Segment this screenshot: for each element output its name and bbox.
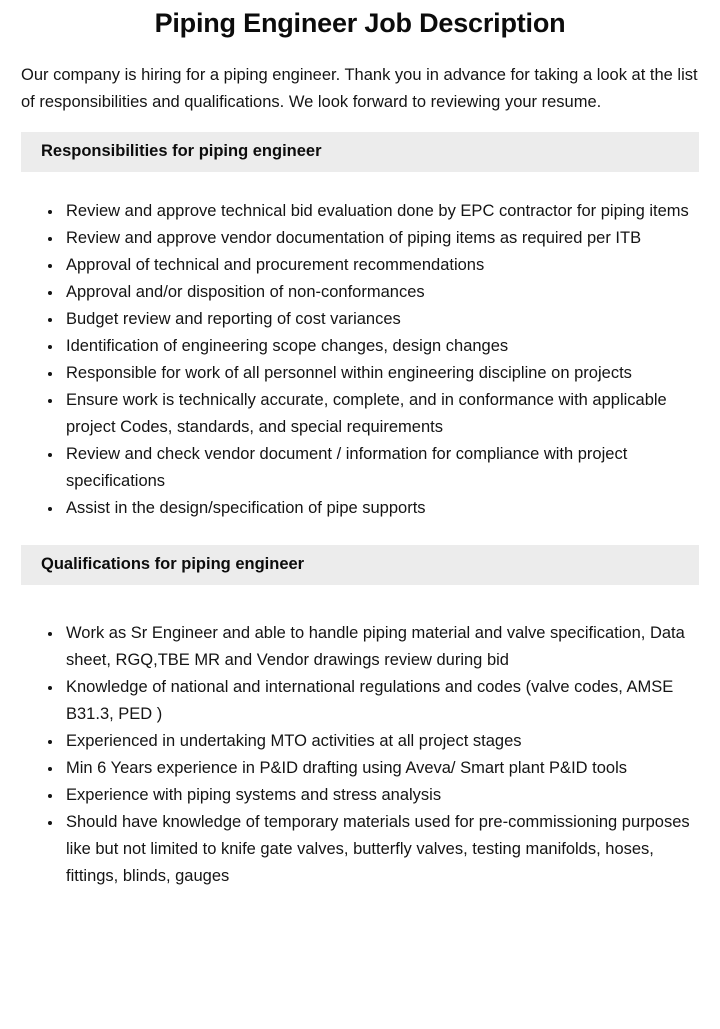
list-item: • Experience with piping systems and stress analysis [63, 782, 699, 809]
qualifications-list [21, 620, 699, 890]
section-header-qualifications [21, 545, 699, 585]
list-item: • Review and approve technical bid evaluation done by EPC contractor for piping items [63, 198, 699, 225]
list-item: • Experienced in undertaking MTO activities at all project stages [63, 728, 699, 755]
list-item: • Approval of technical and procurement recommendations [63, 252, 699, 279]
list-item: • Should have knowledge of temporary materials used for pre-commissioning purposes like but not limited to knife gate valves, butterfly valves, testing manifolds, hoses, fittings, blinds, gauges [63, 809, 699, 890]
list-item: • Budget review and reporting of cost variances [63, 306, 699, 333]
list-item: • Responsible for work of all personnel within engineering discipline on projects [63, 360, 699, 387]
list-item: • Work as Sr Engineer and able to handle piping material and valve specification, Data sheet, RGQ,TBE MR and Vendor drawings review during bid [63, 620, 699, 674]
list-item: • Review and approve vendor documentation of piping items as required per ITB [63, 225, 699, 252]
list-item: • Knowledge of national and international regulations and codes (valve codes, AMSE B31.3, PED ) [63, 674, 699, 728]
list-item: • Assist in the design/specification of pipe supports [63, 495, 699, 522]
section-header-label: Qualifications for piping engineer [41, 555, 305, 573]
responsibilities-list [21, 198, 699, 522]
list-item: • Min 6 Years experience in P&ID drafting using Aveva/ Smart plant P&ID tools [63, 755, 699, 782]
list-item: • Review and check vendor document / information for compliance with project specifications [63, 441, 699, 495]
list-item: • Ensure work is technically accurate, complete, and in conformance with applicable project Codes, standards, and special requirements [63, 387, 699, 441]
list-item: • Approval and/or disposition of non-conformances [63, 279, 699, 306]
intro-paragraph: Our company is hiring for a piping engineer. Thank you in advance for taking a look at the list of responsibilities and qualifications. We look forward to reviewing your resume. [21, 66, 698, 111]
list-item: • Identification of engineering scope changes, design changes [63, 333, 699, 360]
page-title: Piping Engineer Job Description [154, 8, 566, 38]
section-header-label: Responsibilities for piping engineer [41, 142, 322, 160]
section-header-responsibilities [21, 132, 699, 172]
